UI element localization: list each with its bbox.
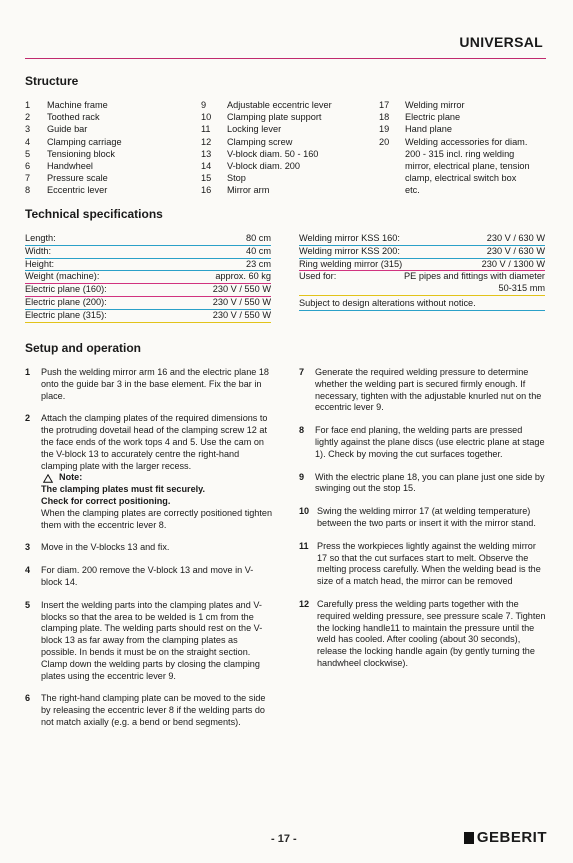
list-item: 20 Welding accessories for diam. <box>379 136 528 147</box>
list-item: 16 Mirror arm <box>201 185 270 196</box>
spec-row-range: 50-315 mm <box>299 283 545 296</box>
list-item: 7 Pressure scale <box>25 173 108 184</box>
list-item: 12 Clamping screw <box>201 136 293 147</box>
structure-list-col1 <box>25 99 195 197</box>
step-item: 10 Swing the welding mirror 17 (at welding temperature) between the two parts or insert it with the mirror stand. <box>299 506 536 528</box>
step-item: 11 Press the workpieces lightly against the welding mirror 17 so that the cut surfaces start to melt. Observe the melting process carefully. When the welding bead is the size of a match head, the mirror can be removed <box>299 540 541 587</box>
spec-row: Welding mirror KSS 160: 230 V / 630 W <box>299 233 545 246</box>
step-item: 2 Attach the clamping plates of the required dimensions to the protruding dovetail head of the clamping screw 12 at the face ends of the work tops 4 and 5. Use the cam on the V-block 13 to accurately centre the right-hand clamping plate with the larger recess. Note: The clamping plates must fit securely. Check for correct positioning. When the clamping plates are correctly positioned tighten them with the eccentric lever 8. <box>25 413 273 530</box>
list-item: 6 Handwheel <box>25 161 93 172</box>
structure-list-col3 <box>379 99 551 197</box>
step-item: 1 Push the welding mirror arm 16 and the electric plane 18 onto the guide bar 3 in the base element. Fix the bar in place. <box>25 367 269 401</box>
spec-row: Electric plane (315): 230 V / 550 W <box>25 310 271 323</box>
list-item: 5 Tensioning block <box>25 148 115 159</box>
list-item: 13 V-block diam. 50 - 160 <box>201 148 319 159</box>
list-item: 2 Toothed rack <box>25 112 100 123</box>
list-item-continued: mirror, electrical plane, tension <box>405 161 530 172</box>
step-item: 4 For diam. 200 remove the V-block 13 and move in V-block 14. <box>25 565 254 587</box>
spec-row: Width: 40 cm <box>25 246 271 259</box>
specs-left-table <box>25 233 271 323</box>
spec-row: Length: 80 cm <box>25 233 271 246</box>
step-item: 9 With the electric plane 18, you can plane just one side by swinging out the stop 15. <box>299 471 545 494</box>
specs-right-table <box>299 233 545 311</box>
setup-heading: Setup and operation <box>25 341 142 355</box>
spec-row: Ring welding mirror (315) 230 V / 1300 W <box>299 259 545 272</box>
setup-column-right <box>299 367 547 681</box>
logo-square-icon <box>464 832 474 844</box>
step-item: 12 Carefully press the welding parts together with the required welding pressure, see pressure scale 7. Tighten the locking handle11 to maintain the pressure until the weld has cooled. After cooling (about 30 seconds), release the locking handle again (by gently turning the handwheel clockwise). <box>299 598 546 668</box>
list-item: 19 Hand plane <box>379 124 452 135</box>
warning-triangle-icon <box>43 474 53 483</box>
list-item: 14 V-block diam. 200 <box>201 161 301 172</box>
spec-note: Subject to design alterations without notice. <box>299 298 545 311</box>
list-item: 15 Stop <box>201 173 246 184</box>
step-item: 8 For face end planing, the welding parts are pressed lightly against the plane discs (use electric plane at stage 1). Check by moving the cut surfaces together. <box>299 425 545 459</box>
step-item: 6 The right-hand clamping plate can be moved to the side by releasing the eccentric lever 8 if the welding parts do not match axially (e.g. a bend or bend segments). <box>25 693 266 727</box>
step-item: 7 Generate the required welding pressure to determine whether the welding part is secured firmly enough. If necessary, tighten with the adjustable knurled nut on the eccentric lever 9. <box>299 367 542 413</box>
list-item: 17 Welding mirror <box>379 100 465 110</box>
list-item-continued: etc. <box>405 185 420 196</box>
note-bold-line-2: Check for correct positioning. <box>41 495 171 506</box>
header-rule <box>25 58 546 59</box>
list-item: 1 Machine frame <box>25 100 108 110</box>
spec-row: Electric plane (160): 230 V / 550 W <box>25 284 271 297</box>
list-item: 18 Electric plane <box>379 112 461 123</box>
list-item: 8 Eccentric lever <box>25 185 108 196</box>
structure-list-col2 <box>201 99 371 197</box>
note-text: When the clamping plates are correctly positioned tighten them with the eccentric lever 8. <box>41 507 273 530</box>
list-item-continued: 200 - 315 incl. ring welding <box>405 148 515 159</box>
spec-row-used-for: Used for: PE pipes and fittings with diameter <box>299 271 545 282</box>
spec-row: Weight (machine): approx. 60 kg <box>25 271 271 284</box>
spec-row: Electric plane (200): 230 V / 550 W <box>25 297 271 310</box>
step-item: 5 Insert the welding parts into the clamping plates and V-blocks so that the area to be welded is 1 cm from the clamping plate. The welding parts should rest on the V-block 13 as far away from the clamping plates as possible. In bends it must be on the straight section. Clamp down the welding parts by closing the clamping plates using the eccentric lever 9. <box>25 599 263 681</box>
page-number: - 17 - <box>271 833 297 845</box>
list-item: 11 Locking lever <box>201 124 282 135</box>
structure-heading: Structure <box>25 74 79 88</box>
list-item: 4 Clamping carriage <box>25 136 122 147</box>
list-item: 9 Adjustable eccentric lever <box>201 100 332 110</box>
geberit-logo: GEBERIT <box>464 829 547 846</box>
note-heading: Note: <box>43 472 273 484</box>
step-item: 3 Move in the V-blocks 13 and fix. <box>25 542 170 553</box>
setup-column-left <box>25 367 273 740</box>
list-item: 10 Clamping plate support <box>201 112 322 123</box>
spec-row: Welding mirror KSS 200: 230 V / 630 W <box>299 246 545 259</box>
spec-row: Height: 23 cm <box>25 259 271 272</box>
brand-title: UNIVERSAL <box>459 34 543 50</box>
list-item-continued: clamp, electrical switch box <box>405 173 517 184</box>
note-bold-line-1: The clamping plates must fit securely. <box>41 484 206 495</box>
specs-heading: Technical specifications <box>25 207 163 221</box>
list-item: 3 Guide bar <box>25 124 88 135</box>
